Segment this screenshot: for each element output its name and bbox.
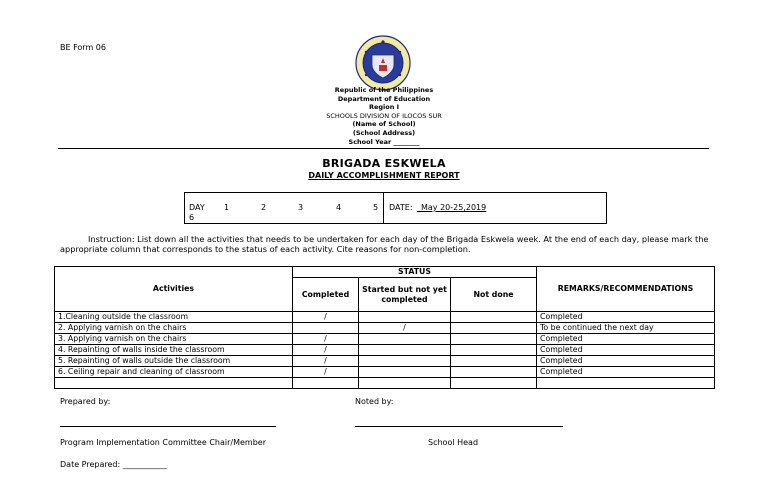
table-row xyxy=(55,356,715,367)
day-option-5[interactable]: 5 xyxy=(373,203,379,212)
activity-cell[interactable]: 3. Applying varnish on the chairs xyxy=(55,334,293,345)
not-done-cell[interactable] xyxy=(451,378,537,389)
not-done-cell[interactable] xyxy=(451,312,537,323)
remarks-cell[interactable]: To be continued the next day xyxy=(537,323,715,334)
remarks-cell[interactable]: Completed xyxy=(537,367,715,378)
remarks-cell[interactable]: Completed xyxy=(537,312,715,323)
noted-by-label: Noted by: xyxy=(355,397,394,406)
started-cell[interactable] xyxy=(359,345,451,356)
letterhead-line-school-name: (Name of School) xyxy=(352,120,416,129)
started-cell[interactable] xyxy=(359,378,451,389)
letterhead-line-region: Region I xyxy=(368,103,400,112)
header-status: STATUS xyxy=(293,267,537,278)
prepared-by-label: Prepared by: xyxy=(60,397,111,406)
form-number: BE Form 06 xyxy=(60,43,106,52)
table-row xyxy=(55,334,715,345)
header-divider xyxy=(58,148,709,149)
day-option-1[interactable]: 1 xyxy=(224,203,230,212)
page-subtitle: DAILY ACCOMPLISHMENT REPORT xyxy=(308,171,460,180)
date-prepared-field[interactable]: Date Prepared: ___________ xyxy=(60,460,167,469)
table-row xyxy=(55,367,715,378)
not-done-cell[interactable] xyxy=(451,345,537,356)
remarks-cell[interactable]: Completed xyxy=(537,356,715,367)
prepared-by-role: Program Implementation Committee Chair/Member xyxy=(60,438,266,447)
header-started-not-completed: Started but not yet completed xyxy=(359,278,451,312)
completed-cell[interactable]: / xyxy=(293,312,359,323)
activity-cell[interactable]: 2. Applying varnish on the chairs xyxy=(55,323,293,334)
completed-cell[interactable]: / xyxy=(293,334,359,345)
noted-by-signature-line[interactable] xyxy=(355,426,563,427)
activity-cell[interactable]: 5. Repainting of walls outside the classroom xyxy=(55,356,293,367)
not-done-cell[interactable] xyxy=(451,323,537,334)
header-not-done: Not done xyxy=(451,278,537,312)
completed-cell[interactable] xyxy=(293,323,359,334)
header-activities: Activities xyxy=(55,267,293,312)
table-row xyxy=(55,345,715,356)
activity-cell[interactable]: 4. Repainting of walls inside the classroom xyxy=(55,345,293,356)
prepared-by-signature-line[interactable] xyxy=(60,426,276,427)
day-date-box xyxy=(184,192,607,224)
activity-cell[interactable]: 6. Ceiling repair and cleaning of classroom xyxy=(55,367,293,378)
date-value[interactable]: _May 20-25,2019 xyxy=(417,203,487,212)
not-done-cell[interactable] xyxy=(451,334,537,345)
table-row xyxy=(55,323,715,334)
accomplishment-table xyxy=(54,266,715,389)
instruction-text: Instruction: List down all the activities that needs to be undertaken for each day of the Brigada Eskwela week. At the end of each day, please mark the appropriate column that corresponds to the status of each activity. Cite reasons for non-completion. xyxy=(60,234,709,254)
letterhead-line-department: Department of Education xyxy=(337,94,431,103)
activity-cell[interactable]: 1.Cleaning outside the classroom xyxy=(55,312,293,323)
completed-cell[interactable] xyxy=(293,378,359,389)
started-cell[interactable] xyxy=(359,356,451,367)
day-option-6[interactable]: 6 xyxy=(189,213,195,222)
remarks-cell[interactable]: Completed xyxy=(537,334,715,345)
letterhead-line-school-address: (School Address) xyxy=(352,128,416,137)
started-cell[interactable] xyxy=(359,367,451,378)
table-row xyxy=(55,312,715,323)
deped-seal-icon xyxy=(355,35,411,91)
header-completed: Completed xyxy=(293,278,359,312)
day-option-4[interactable]: 4 xyxy=(336,203,342,212)
letterhead-line-school-year: School Year ________ xyxy=(348,137,420,146)
not-done-cell[interactable] xyxy=(451,356,537,367)
date-label: DATE: xyxy=(389,203,413,212)
started-cell[interactable]: / xyxy=(359,323,451,334)
completed-cell[interactable]: / xyxy=(293,367,359,378)
not-done-cell[interactable] xyxy=(451,367,537,378)
remarks-cell[interactable] xyxy=(537,378,715,389)
remarks-cell[interactable]: Completed xyxy=(537,345,715,356)
started-cell[interactable] xyxy=(359,334,451,345)
header-remarks: REMARKS/RECOMMENDATIONS xyxy=(537,267,715,312)
table-row xyxy=(55,378,715,389)
day-label: DAY xyxy=(189,203,205,212)
letterhead-line-division: SCHOOLS DIVISION OF ILOCOS SUR xyxy=(326,111,442,120)
letterhead xyxy=(0,86,768,146)
day-option-3[interactable]: 3 xyxy=(298,203,304,212)
activity-cell[interactable] xyxy=(55,378,293,389)
started-cell[interactable] xyxy=(359,312,451,323)
day-option-2[interactable]: 2 xyxy=(261,203,267,212)
page-title: BRIGADA ESKWELA xyxy=(322,157,446,170)
noted-by-role: School Head xyxy=(428,438,479,447)
completed-cell[interactable]: / xyxy=(293,356,359,367)
completed-cell[interactable]: / xyxy=(293,345,359,356)
day-date-divider xyxy=(383,193,384,223)
letterhead-line-republic: Republic of the Philippines xyxy=(334,86,434,94)
